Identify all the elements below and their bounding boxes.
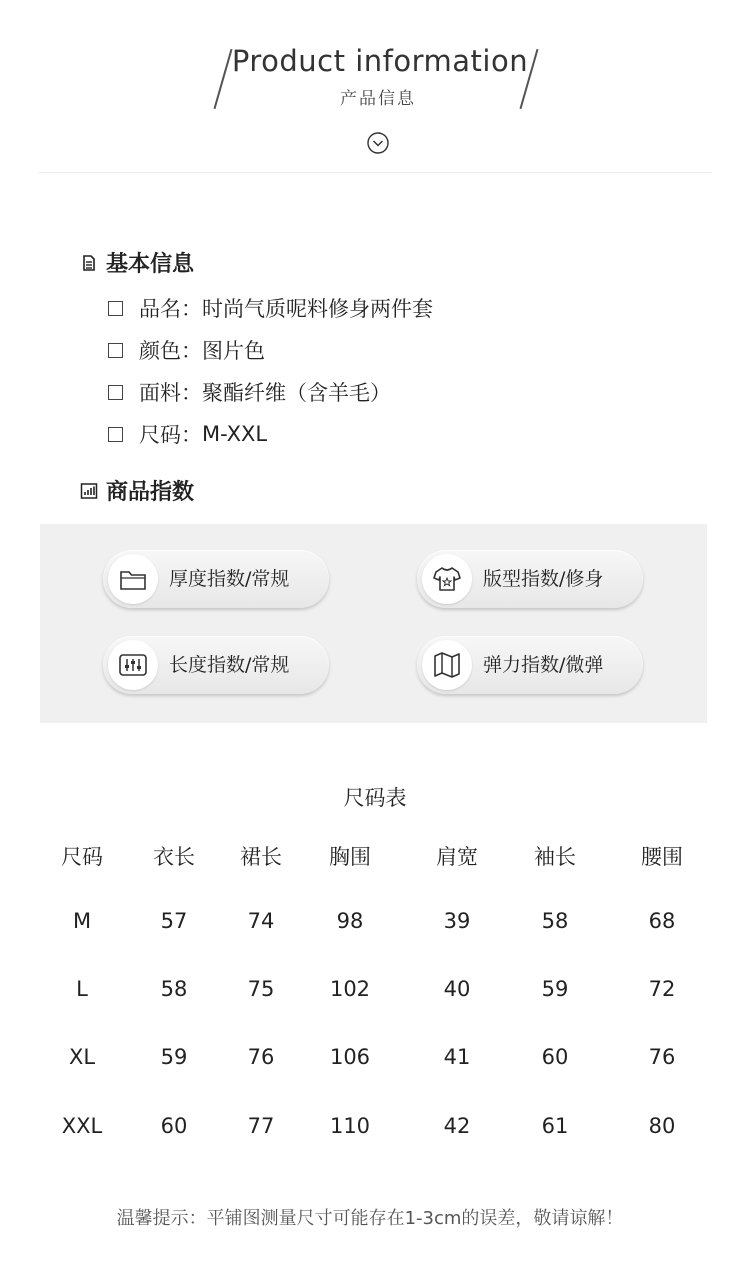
size-table-title: 尺码表 [343,786,407,810]
bar-chart-icon [80,482,98,500]
table-cell: 106 [329,1045,371,1069]
checkbox-icon [108,343,123,358]
table-cell: 59 [541,977,569,1001]
table-cell: 41 [443,1045,471,1069]
table-cell: 77 [247,1114,275,1138]
basic-info-title: 基本信息 [106,252,195,277]
table-cell: 98 [336,909,364,933]
table-cell: 76 [247,1045,275,1069]
product-index-panel [40,524,707,723]
info-label: 面料： [139,381,202,405]
index-label: 长度指数/常规 [169,654,290,676]
table-header: 裙长 [240,845,282,869]
document-icon [80,254,98,272]
product-index-heading [80,475,194,506]
table-cell: 58 [160,977,188,1001]
info-label: 品名： [139,297,202,321]
index-pill-elasticity [417,636,643,694]
table-cell: 59 [160,1045,188,1069]
table-cell: 102 [329,977,371,1001]
table-cell: L [76,977,88,1001]
table-cell: XXL [61,1114,103,1138]
map-icon [432,651,462,679]
info-value: 图片色 [202,339,265,363]
info-row-color [108,335,265,365]
table-cell: 58 [541,909,569,933]
table-cell: 74 [247,909,275,933]
index-icon-circle [422,640,472,690]
info-value: 时尚气质呢料修身两件套 [202,297,433,321]
table-cell: 75 [247,977,275,1001]
index-icon-circle [108,640,158,690]
table-cell: XL [68,1045,96,1069]
checkbox-icon [108,385,123,400]
header-divider [38,172,712,173]
info-row-fabric [108,377,391,407]
info-value: M-XXL [202,422,268,446]
index-pill-fit [417,550,643,608]
measurement-note: 温馨提示：平铺图测量尺寸可能存在1-3cm的误差，敬请谅解！ [116,1208,624,1229]
info-value: 聚酯纤维（含羊毛） [202,381,391,405]
table-cell: 80 [648,1114,676,1138]
table-cell: 110 [329,1114,371,1138]
table-header: 衣长 [153,845,195,869]
table-cell: 60 [541,1045,569,1069]
checkbox-icon [108,427,123,442]
basic-info-heading [80,247,194,278]
table-cell: 61 [541,1114,569,1138]
table-cell: 40 [443,977,471,1001]
chevron-down-icon [367,132,389,154]
index-label: 厚度指数/常规 [169,568,290,590]
table-header: 肩宽 [436,845,478,869]
table-header: 胸围 [329,845,371,869]
info-label: 颜色： [139,339,202,363]
table-cell: 60 [160,1114,188,1138]
checkbox-icon [108,301,123,316]
table-cell: 39 [443,909,471,933]
table-cell: 57 [160,909,188,933]
index-icon-circle [422,554,472,604]
page-title: Product information [231,44,529,78]
folder-icon [118,566,148,592]
index-pill-thickness [103,550,329,608]
info-row-name [108,293,433,323]
page-subtitle: 产品信息 [340,89,416,109]
table-header: 尺码 [61,845,103,869]
table-cell: 72 [648,977,676,1001]
index-icon-circle [108,554,158,604]
product-index-title: 商品指数 [106,480,195,505]
table-header: 腰围 [641,845,683,869]
info-row-size [108,419,267,449]
index-label: 版型指数/修身 [483,568,604,590]
table-cell: M [72,909,92,933]
index-pill-length [103,636,329,694]
info-label: 尺码： [139,423,202,447]
table-cell: 42 [443,1114,471,1138]
table-cell: 76 [648,1045,676,1069]
table-cell: 68 [648,909,676,933]
tshirt-icon [432,565,462,593]
table-header: 袖长 [534,845,576,869]
sliders-icon [118,652,148,678]
index-label: 弹力指数/微弹 [483,654,604,676]
